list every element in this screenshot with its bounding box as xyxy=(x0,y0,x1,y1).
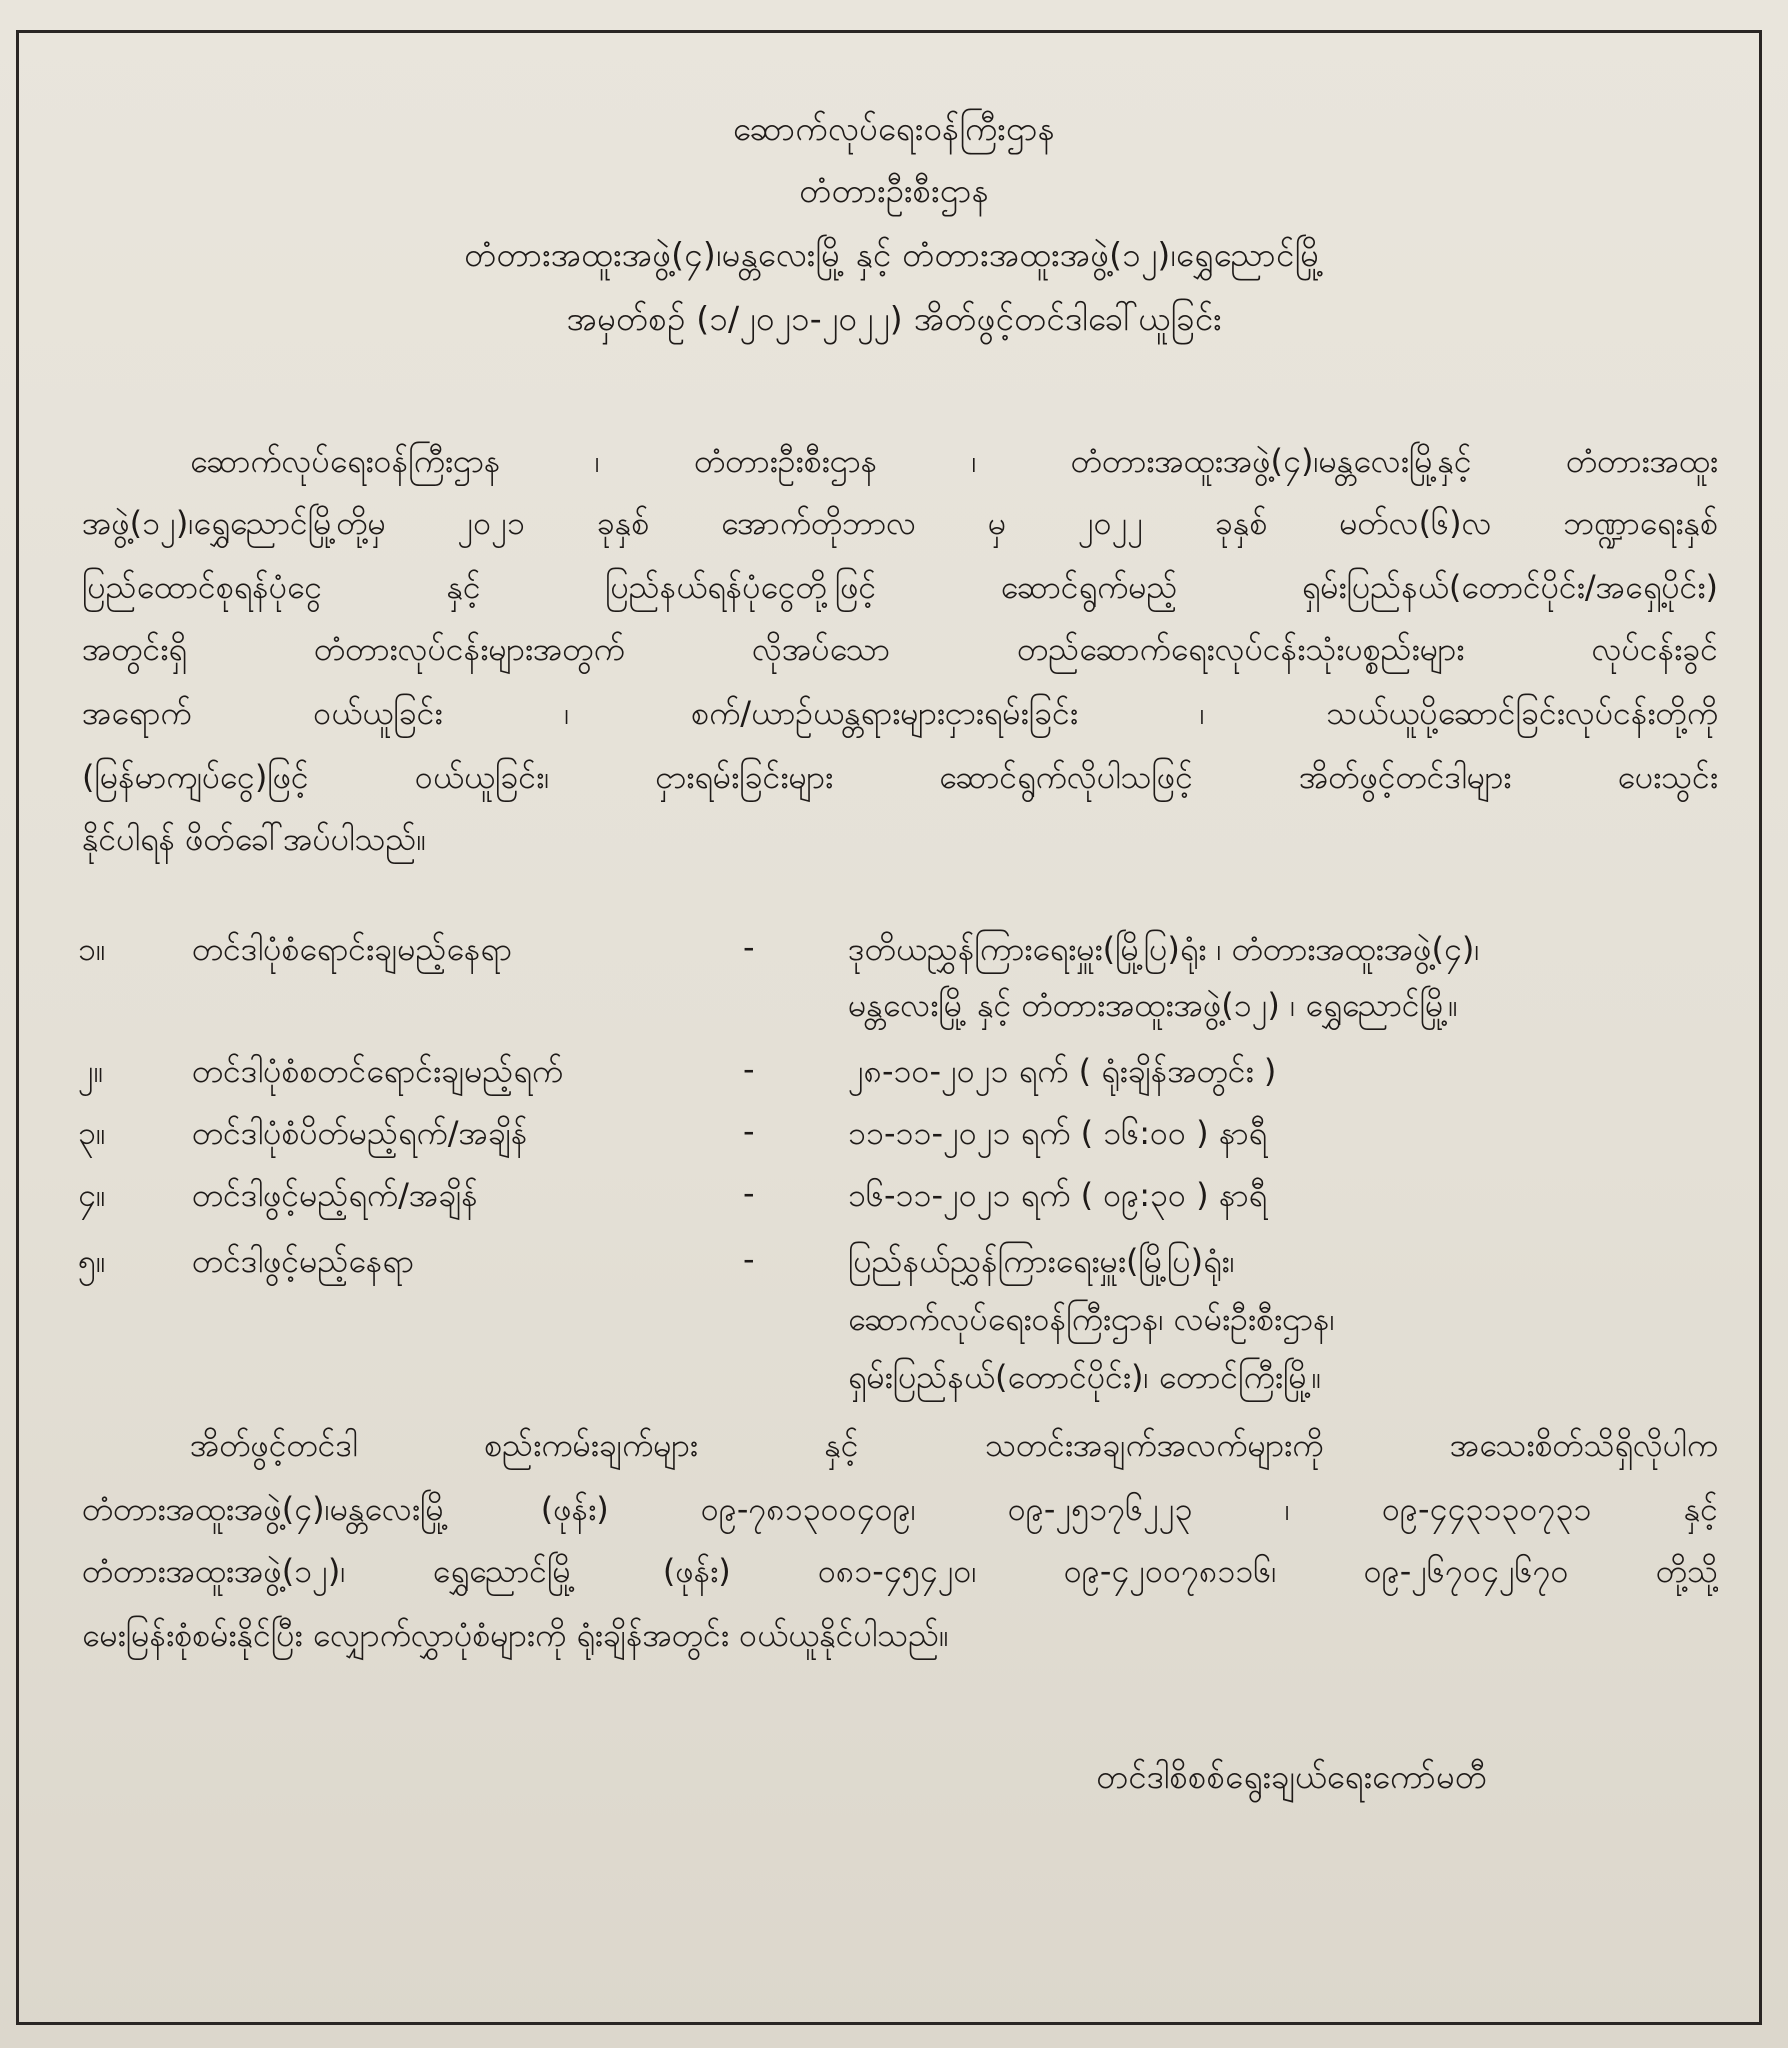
intro-line: အတွင်းရှိ တံတားလုပ်ငန်းများအတွက် လိုအပ်သော တည်ဆောက်ရေးလုပ်ငန်းသုံးပစ္စည်းများ လုပ်ငန်းခွင် xyxy=(82,630,1718,668)
intro-line: အဖွဲ့(၁၂)၊ရွှေညောင်မြို့တို့မှ ၂၀၂၁ ခုနှစ် အောက်တိုဘာလ မှ ၂၀၂၂ ခုနှစ် မတ်လ(၆)လ ဘဏ္ဍာရေးနှစ် xyxy=(82,504,1718,542)
item-value: ၁၁-၁၁-၂၀၂၁ ရက် ( ၁၆:၀၀ ) နာရီ xyxy=(848,1114,1267,1152)
item-value: ပြည်နယ်ညွှန်ကြားရေးမှူး(မြို့ပြ)ရုံး၊ xyxy=(848,1242,1235,1280)
intro-line: အရောက် ဝယ်ယူခြင်း ၊ စက်/ယာဉ်ယန္တရားများငှားရမ်းခြင်း ၊ သယ်ယူပို့ဆောင်ခြင်းလုပ်ငန်းတို့ကို xyxy=(82,694,1718,732)
department-title: တံတားဦးစီးဌာန xyxy=(799,171,989,210)
item-value: မန္တလေးမြို့ နှင့် တံတားအထူးအဖွဲ့(၁၂) ၊ ရွှေညောင်မြို့။ xyxy=(848,986,1458,1024)
committee-signature: တင်ဒါစိစစ်ရွေးချယ်ရေးကော်မတီ xyxy=(1096,1757,1487,1796)
ministry-title: ဆောက်လုပ်ရေးဝန်ကြီးဌာန xyxy=(732,109,1056,148)
item-dash: - xyxy=(743,1050,755,1088)
item-number: ၅။ xyxy=(78,1242,106,1280)
closing-line: တံတားအထူးအဖွဲ့(၁၂)၊ ရွှေညောင်မြို့ (ဖုန်း) ၀၈၁-၄၅၄၂၀၊ ၀၉-၄၂၀၀၇၈၁၁၆၊ ၀၉-၂၆၇၀၄၂၆၇၀ တို့သို့ xyxy=(82,1552,1718,1590)
item-value: ၂၈-၁၀-၂၀၂၁ ရက် ( ရုံးချိန်အတွင်း ) xyxy=(848,1052,1277,1090)
item-number: ၁။ xyxy=(78,930,106,968)
item-dash: - xyxy=(743,1240,755,1278)
item-number: ၃။ xyxy=(78,1114,106,1152)
item-label: တင်ဒါပုံစံရောင်းချမည့်နေရာ xyxy=(192,930,512,968)
item-number: ၄။ xyxy=(78,1176,106,1214)
item-dash: - xyxy=(743,1112,755,1150)
closing-line: အိတ်ဖွင့်တင်ဒါ စည်းကမ်းချက်များ နှင့် သတင်းအချက်အလက်များကို အသေးစိတ်သိရှိလိုပါက xyxy=(190,1426,1718,1464)
item-value: ဒုတိယညွှန်ကြားရေးမှူး(မြို့ပြ)ရုံး ၊ တံတားအထူးအဖွဲ့(၄)၊ xyxy=(848,930,1480,968)
intro-line: (မြန်မာကျပ်ငွေ)ဖြင့် ဝယ်ယူခြင်း၊ ငှားရမ်းခြင်းများ ဆောင်ရွက်လိုပါသဖြင့် အိတ်ဖွင့်တင်ဒါများ ပေးသွင်း xyxy=(82,758,1718,796)
closing-line: တံတားအထူးအဖွဲ့(၄)၊မန္တလေးမြို့ (ဖုန်း) ၀၉-၇၈၁၃၀၀၄၀၉၊ ၀၉-၂၅၁၇၆၂၂၃ ၊ ၀၉-၄၄၃၁၃၀၇၃၁ နှင့် xyxy=(82,1490,1718,1528)
tender-title: အမှတ်စဉ် (၁/၂၀၂၁-၂၀၂၂) အိတ်ဖွင့်တင်ဒါခေါ်ယူခြင်း xyxy=(566,299,1222,338)
item-value: ရှမ်းပြည်နယ်(တောင်ပိုင်း)၊ တောင်ကြီးမြို့။ xyxy=(848,1358,1322,1396)
item-dash: - xyxy=(743,928,755,966)
item-number: ၂။ xyxy=(78,1052,104,1090)
item-dash: - xyxy=(743,1174,755,1212)
intro-line: ပြည်ထောင်စုရန်ပုံငွေ နှင့် ပြည်နယ်ရန်ပုံငွေတို့ဖြင့် ဆောင်ရွက်မည့် ရှမ်းပြည်နယ်(တောင်ပိုင်း/အရှေ့ပိုင်း) xyxy=(82,568,1718,606)
item-value: ဆောက်လုပ်ရေးဝန်ကြီးဌာန၊ လမ်းဦးစီးဌာန၊ xyxy=(848,1300,1335,1338)
item-label: တင်ဒါပုံစံပိတ်မည့်ရက်/အချိန် xyxy=(192,1114,528,1152)
item-label: တင်ဒါပုံစံစတင်ရောင်းချမည့်ရက် xyxy=(192,1052,564,1090)
intro-line: နိုင်ပါရန် ဖိတ်ခေါ်အပ်ပါသည်။ xyxy=(82,820,427,858)
item-value: ၁၆-၁၁-၂၀၂၁ ရက် ( ၀၉:၃၀ ) နာရီ xyxy=(848,1176,1267,1214)
intro-line: ဆောက်လုပ်ရေးဝန်ကြီးဌာန ၊ တံတားဦးစီးဌာန ၊ တံတားအထူးအဖွဲ့(၄)၊မန္တလေးမြို့နှင့် တံတားအထူး xyxy=(190,442,1718,480)
item-label: တင်ဒါဖွင့်မည့်ရက်/အချိန် xyxy=(192,1176,478,1214)
units-title: တံတားအထူးအဖွဲ့(၄)၊မန္တလေးမြို့ နှင့် တံတားအထူးအဖွဲ့(၁၂)၊ရွှေညောင်မြို့ xyxy=(463,235,1325,274)
closing-line: မေးမြန်းစုံစမ်းနိုင်ပြီး လျှောက်လွှာပုံစံများကို ရုံးချိန်အတွင်း ဝယ်ယူနိုင်ပါသည်။ xyxy=(82,1616,949,1654)
item-label: တင်ဒါဖွင့်မည့်နေရာ xyxy=(192,1242,414,1280)
